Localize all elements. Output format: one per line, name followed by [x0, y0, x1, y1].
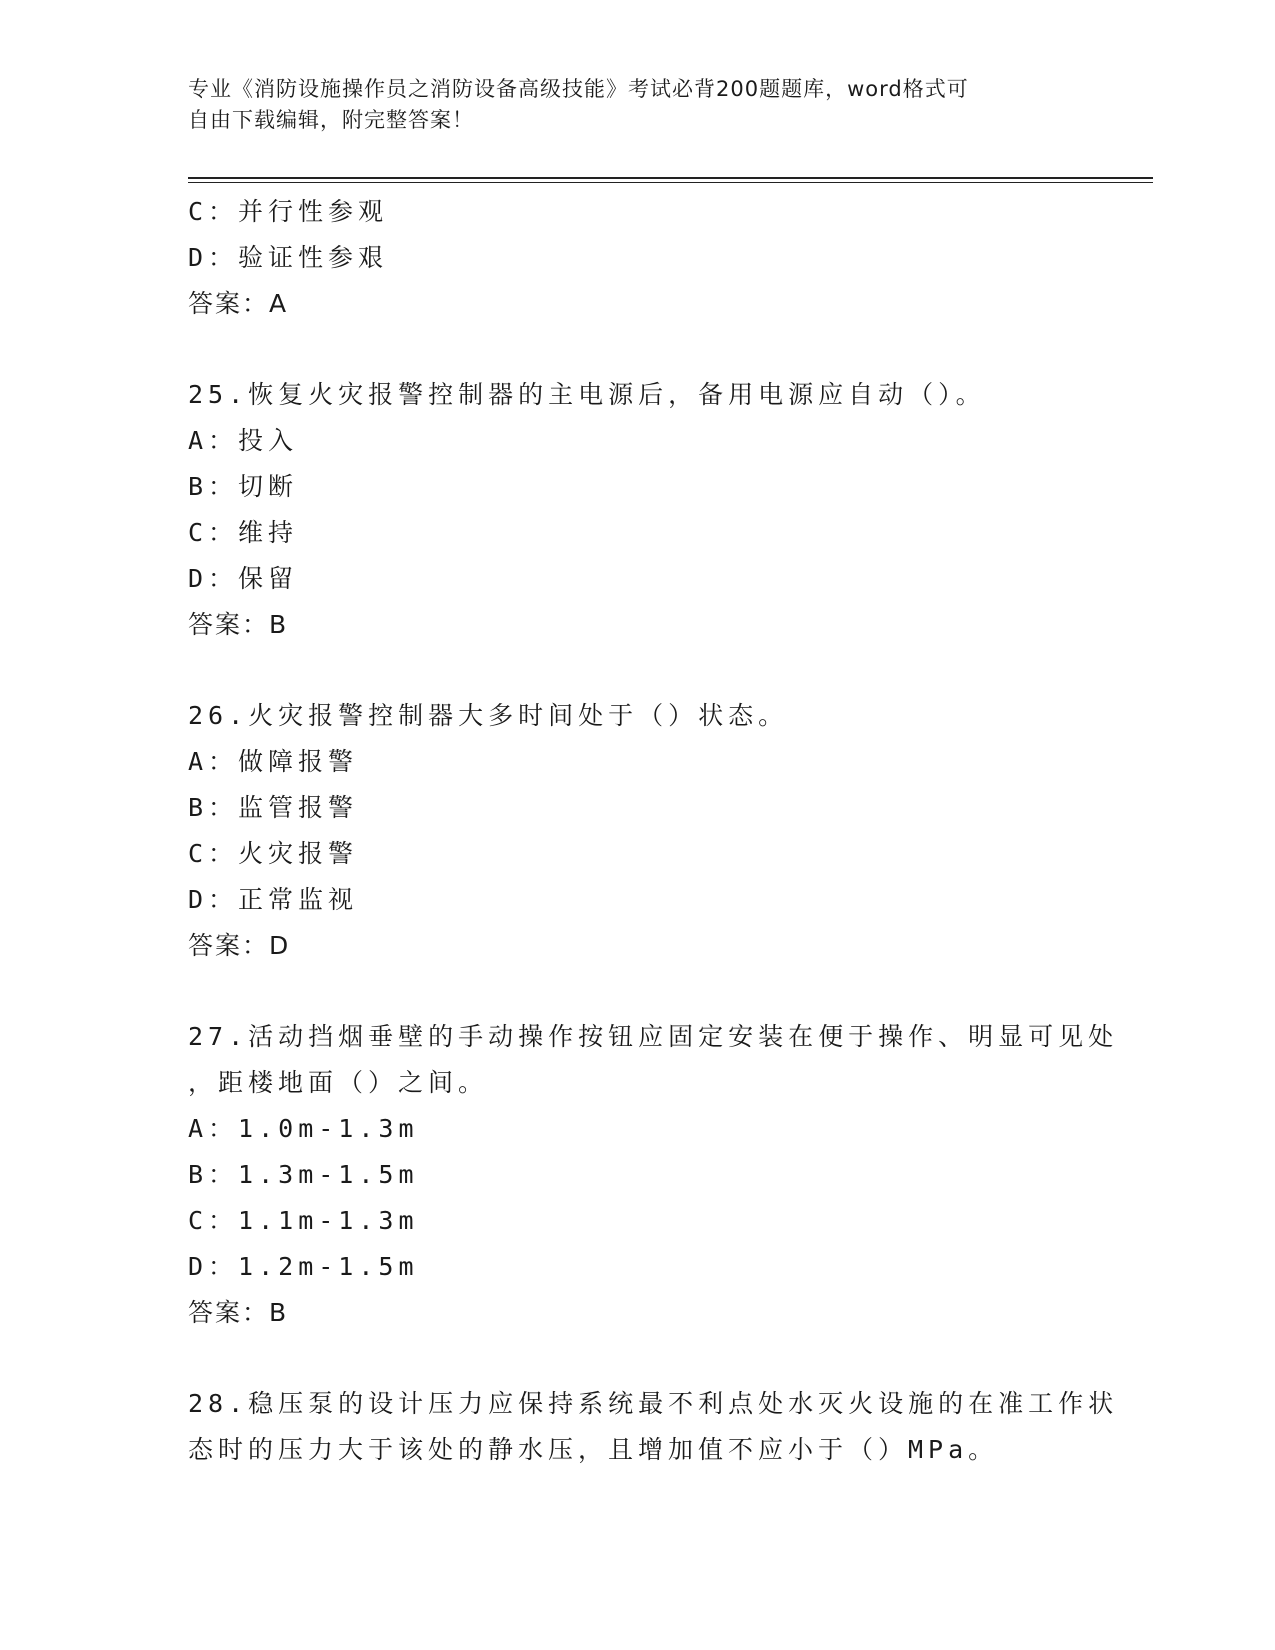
option-d: D：保留	[188, 564, 299, 593]
option-c: C：维持	[188, 518, 299, 547]
question-stem: 26.火灾报警控制器大多时间处于（）状态。	[188, 701, 789, 730]
answer-line: 答案：D	[188, 931, 291, 960]
question-26	[188, 693, 1088, 969]
option-c: C：并行性参观	[188, 197, 389, 226]
answer-line: 答案：B	[188, 610, 289, 639]
question-25	[188, 372, 1088, 648]
question-stem-line-1: 27.活动挡烟垂壁的手动操作按钮应固定安装在便于操作、明显可见处	[188, 1022, 1119, 1051]
question-28	[188, 1381, 1119, 1473]
option-a: A：投入	[188, 426, 299, 455]
option-d: D：正常监视	[188, 885, 359, 914]
option-b: B：1.3m-1.5m	[188, 1160, 419, 1189]
option-a: A：1.0m-1.3m	[188, 1114, 419, 1143]
question-stem-line-2: 态时的压力大于该处的静水压，且增加值不应小于（）MPa。	[188, 1435, 999, 1464]
header-line-2: 自由下载编辑，附完整答案！	[188, 108, 474, 132]
question-stem-line-1: 28.稳压泵的设计压力应保持系统最不利点处水灭火设施的在准工作状	[188, 1389, 1119, 1418]
option-a: A：做障报警	[188, 747, 359, 776]
answer-line: 答案：A	[188, 289, 289, 318]
question-stem: 25.恢复火灾报警控制器的主电源后，备用电源应自动（）。	[188, 380, 986, 409]
question-stem-line-2: ，距楼地面（）之间。	[188, 1068, 489, 1097]
header-line-1: 专业《消防设施操作员之消防设备高级技能》考试必背200题题库，word格式可	[188, 77, 969, 101]
question-27	[188, 1014, 1119, 1336]
option-b: B：监管报警	[188, 793, 359, 822]
header-divider-thin	[188, 182, 1153, 183]
option-d: D：1.2m-1.5m	[188, 1252, 419, 1281]
answer-line: 答案：B	[188, 1298, 289, 1327]
option-c: C：火灾报警	[188, 839, 359, 868]
option-b: B：切断	[188, 472, 299, 501]
option-c: C：1.1m-1.3m	[188, 1206, 419, 1235]
question-list	[188, 189, 1119, 1473]
document-header	[188, 74, 1088, 136]
option-d: D：验证性参艰	[188, 243, 389, 272]
header-divider	[188, 177, 1153, 179]
